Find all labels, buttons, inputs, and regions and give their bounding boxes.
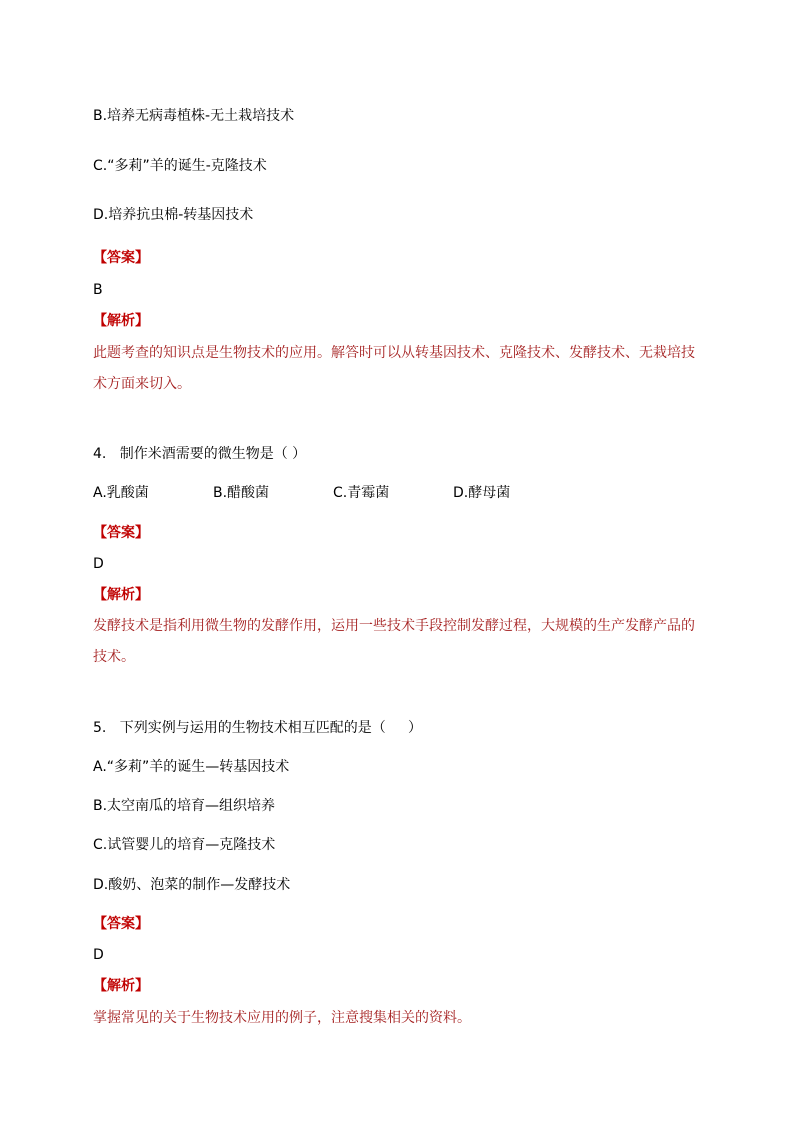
q5-option-b: B.太空南瓜的培育—组织培养 [93,798,276,814]
q5-option-c: C.试管婴儿的培育—克隆技术 [93,837,276,853]
q4-answer: D [93,556,104,572]
q5-analysis: 掌握常见的关于生物技术应用的例子，注意搜集相关的资料。 [93,1010,471,1026]
q3-answer: B [93,282,103,298]
q5-answer: D [93,947,104,963]
q5-option-a: A.“多莉”羊的诞生—转基因技术 [93,759,290,775]
q3-option-d: D.培养抗虫棉-转基因技术 [93,207,254,223]
q3-analysis: 此题考查的知识点是生物技术的应用。解答时可以从转基因技术、克隆技术、发酵技术、无栽培技术方面来切入。 [93,345,695,392]
q5-question: 5. 下列实例与运用的生物技术相互匹配的是（ ） [93,720,422,736]
q4-question: 4. 制作米酒需要的微生物是（ ） [93,446,307,462]
q4-analysis: 发酵技术是指利用微生物的发酵作用，运用一些技术手段控制发酵过程，大规模的生产发酵产品的技术。 [93,618,695,665]
q4-option-c: C.青霉菌 [333,485,390,501]
q3-option-c: C.“多莉”羊的诞生-克隆技术 [93,158,267,174]
q4-option-b: B.醋酸菌 [213,485,270,501]
q4-analysis-tag: 【解析】 [93,587,149,603]
q4-option-d: D.酵母菌 [453,485,511,501]
q4-options [93,483,510,503]
q4-answer-tag: 【答案】 [93,525,149,541]
q3-answer-tag: 【答案】 [93,250,149,266]
q3-option-b: B.培养无病毒植株-无土栽培技术 [93,108,295,124]
q3-analysis-tag: 【解析】 [93,313,149,329]
q5-option-d: D.酸奶、泡菜的制作—发酵技术 [93,877,291,893]
q5-analysis-tag: 【解析】 [93,978,149,994]
q5-answer-tag: 【答案】 [93,916,149,932]
q4-option-a: A.乳酸菌 [93,485,149,501]
